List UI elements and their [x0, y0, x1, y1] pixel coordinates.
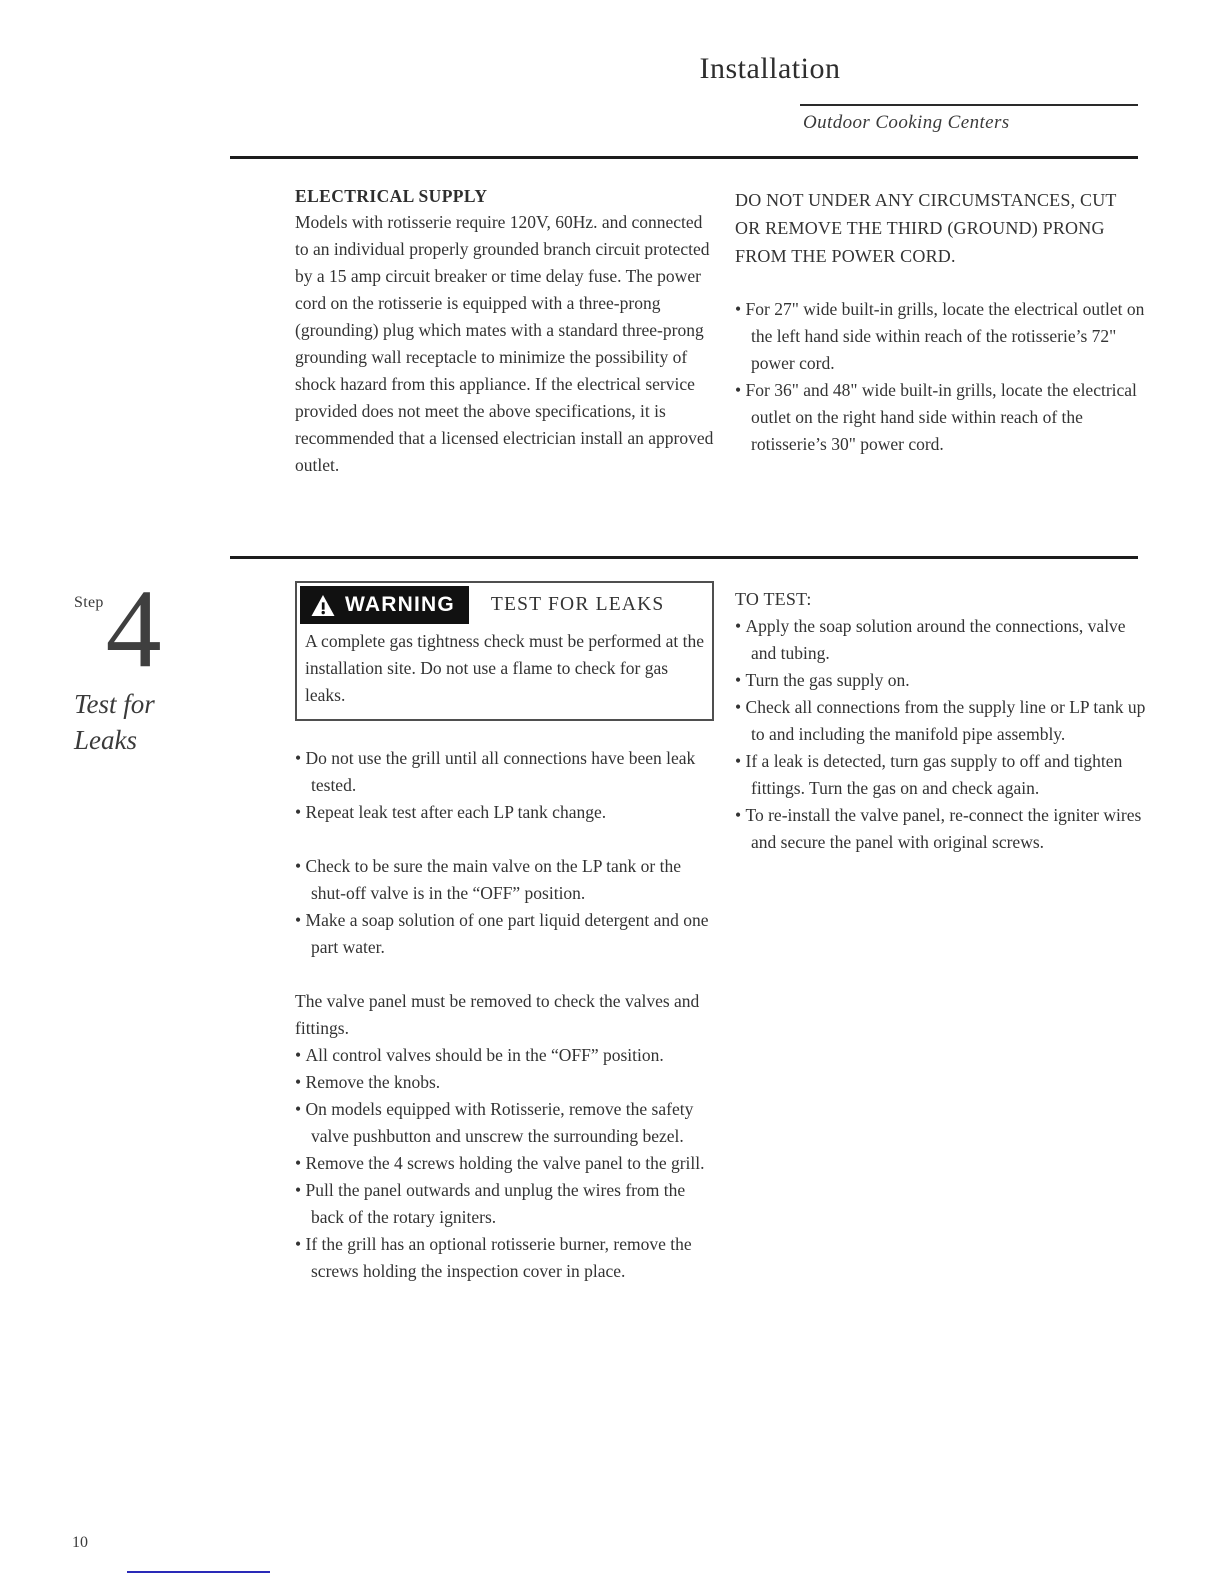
section-subtitle: Outdoor Cooking Centers	[803, 112, 1010, 133]
step-number: 4	[105, 567, 162, 691]
electrical-supply-heading: ELECTRICAL SUPPLY	[295, 186, 488, 206]
list-item: • Turn the gas supply on.	[735, 667, 1155, 694]
list-item: • Remove the 4 screws holding the valve panel to the grill.	[295, 1150, 719, 1177]
leak-test-list-1	[295, 745, 719, 826]
step-caption-line-1: Test for	[74, 689, 155, 719]
electrical-supply-body: Models with rotisserie require 120V, 60Hz. and connected to an individual properly grounded branch circuit protected by a 15 amp circuit breaker or time delay fuse. The power cord on the rotisserie is equipped with a three-prong (grounding) plug which mates with a standard three-prong grounding wall receptacle to minimize the possibility of shock hazard from this appliance. If the electrical service provided does not meet the above specifications, it is recommended that a licensed electrician install an approved outlet.	[295, 212, 714, 475]
horizontal-rule-top	[230, 156, 1138, 159]
footer-underline	[127, 1571, 270, 1573]
list-item: • For 36" and 48" wide built-in grills, locate the electrical outlet on the right hand side within reach of the rotisserie’s 30" power cord.	[735, 377, 1153, 458]
to-test-heading: TO TEST:	[735, 589, 812, 609]
warning-badge-label: WARNING	[345, 593, 455, 616]
ground-prong-warning-section	[735, 186, 1153, 458]
list-item: • Apply the soap solution around the connections, valve and tubing.	[735, 613, 1155, 667]
warning-box-header	[297, 583, 712, 624]
list-item: • Check to be sure the main valve on the LP tank or the shut-off valve is in the “OFF” position.	[295, 853, 719, 907]
warning-badge	[300, 586, 469, 624]
list-item: • Pull the panel outwards and unplug the wires from the back of the rotary igniters.	[295, 1177, 719, 1231]
test-for-leaks-section	[295, 581, 719, 1285]
list-item: • To re-install the valve panel, re-connect the igniter wires and secure the panel with original screws.	[735, 802, 1155, 856]
step-caption-line-2: Leaks	[74, 725, 137, 755]
warning-body: A complete gas tightness check must be performed at the installation site. Do not use a flame to check for gas leaks.	[305, 631, 704, 705]
leak-test-list-3	[295, 1042, 719, 1285]
leak-warning-box	[295, 581, 714, 721]
to-test-section	[735, 585, 1155, 856]
ground-warning-list	[735, 296, 1153, 458]
list-item: • Repeat leak test after each LP tank change.	[295, 799, 719, 826]
list-item: • On models equipped with Rotisserie, remove the safety valve pushbutton and unscrew the surrounding bezel.	[295, 1096, 719, 1150]
valve-panel-paragraph: The valve panel must be removed to check the valves and fittings.	[295, 991, 700, 1038]
list-item: • If a leak is detected, turn gas supply to off and tighten fittings. Turn the gas on and check again.	[735, 748, 1155, 802]
step-label: Step	[74, 594, 104, 611]
electrical-supply-section	[295, 186, 719, 479]
ground-warning-heading: DO NOT UNDER ANY CIRCUMSTANCES, CUT OR REMOVE THE THIRD (GROUND) PRONG FROM THE POWER CORD.	[735, 190, 1117, 266]
list-item: • For 27" wide built-in grills, locate the electrical outlet on the left hand side within reach of the rotisserie’s 72" power cord.	[735, 296, 1153, 377]
step-caption	[74, 686, 234, 758]
list-item: • Make a soap solution of one part liquid detergent and one part water.	[295, 907, 719, 961]
to-test-list	[735, 613, 1155, 856]
warning-title: TEST FOR LEAKS	[490, 594, 665, 615]
list-item: • If the grill has an optional rotisserie burner, remove the screws holding the inspection cover in place.	[295, 1231, 719, 1285]
list-item: • Remove the knobs.	[295, 1069, 719, 1096]
warning-triangle-icon	[310, 594, 336, 617]
page-title: Installation	[699, 52, 841, 85]
subtitle-rule	[800, 104, 1138, 106]
horizontal-rule-middle	[230, 556, 1138, 559]
list-item: • All control valves should be in the “OFF” position.	[295, 1042, 719, 1069]
step-4-marker	[74, 567, 234, 758]
page-number: 10	[72, 1534, 88, 1551]
list-item: • Do not use the grill until all connections have been leak tested.	[295, 745, 719, 799]
leak-test-list-2	[295, 853, 719, 961]
list-item: • Check all connections from the supply line or LP tank up to and including the manifold pipe assembly.	[735, 694, 1155, 748]
step-heading	[74, 567, 234, 691]
